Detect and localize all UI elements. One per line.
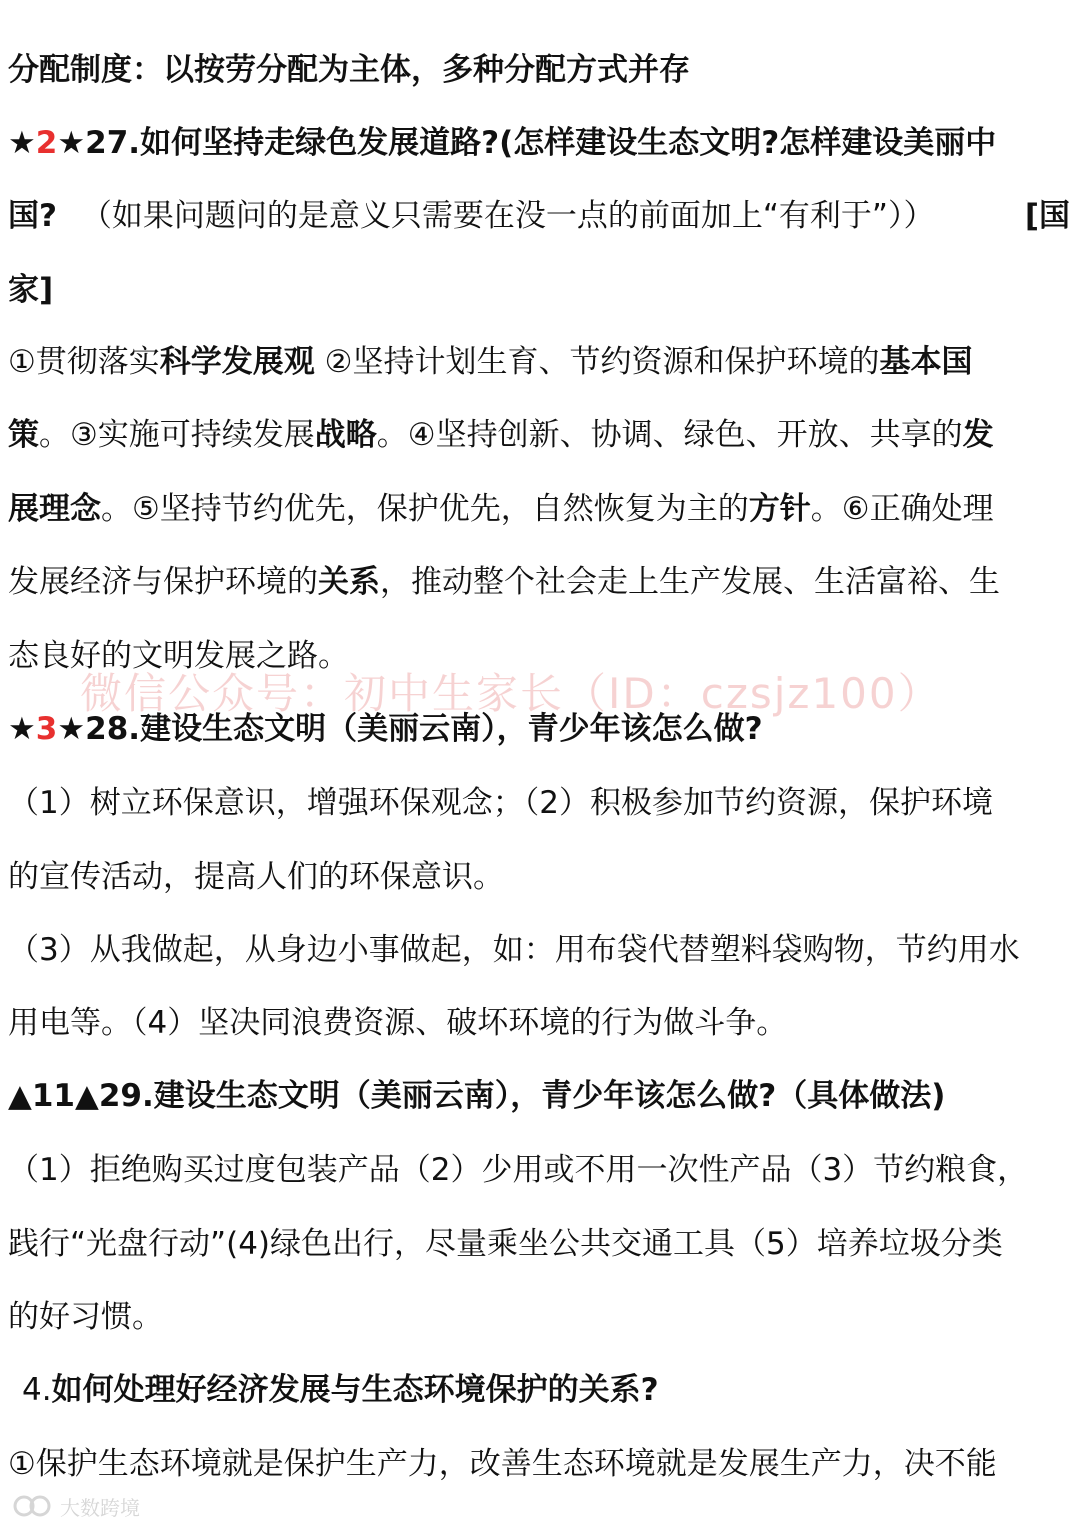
answer-27-text: 。④坚持创新、协调、绿色、开放、共享的 [376, 417, 963, 453]
brand-logo-text: 大数跨境 [60, 1495, 140, 1520]
watermark: 微信公众号：初中生家长（ID：czsjz100） [80, 669, 942, 718]
question-28-title: ★28.建设生态文明（美丽云南），青少年该怎么做? [57, 711, 763, 747]
answer-27-text: 。③实施可持续发展 [39, 417, 315, 453]
brand-logo [10, 1490, 140, 1522]
answer-27-keyword: 发 [962, 417, 994, 453]
question-4-title: 如何处理好经济发展与生态环境保护的关系? [51, 1372, 659, 1408]
answer-29-text: （1）拒绝购买过度包装产品（2）少用或不用一次性产品（3）节约粮食， [8, 1152, 1029, 1188]
distribution-system-line [8, 48, 1074, 92]
answer-27-keyword: 科学发展观 [159, 344, 315, 380]
answer-28-line-3 [8, 928, 1074, 972]
answer-29-text: 的好习惯。 [8, 1299, 163, 1335]
answer-27-text: 。⑥正确处理 [810, 491, 994, 527]
answer-27-text: ②坚持计划生育、节约资源和保护环境的 [324, 344, 880, 380]
answer-29-text: 践行“光盘行动”(4)绿色出行，尽量乘坐公共交通工具（5）培养垃圾分类 [8, 1226, 1003, 1262]
answer-27-line-2 [8, 413, 1074, 457]
answer-27-text: ①贯彻落实 [8, 344, 160, 380]
question-27-title-part1: 27.如何坚持走绿色发展道路?(怎样建设生态文明?怎样建设美丽中 [85, 125, 997, 161]
star-icon: ★ [8, 125, 36, 161]
answer-27-line-4 [8, 560, 1074, 604]
question-27-frequency: 2 [35, 125, 58, 161]
answer-27-text: 态良好的文明发展之路。 [8, 638, 349, 674]
question-4-number: 4. [22, 1372, 52, 1408]
answer-27-keyword: 基本国 [879, 344, 973, 380]
question-27-tag: [国 [1024, 198, 1070, 234]
question-27-note: （如果问题问的是意义只需要在没一点的前面加上“有利于”）） [80, 198, 935, 234]
answer-4-text: ①保护生态环境就是保护生产力，改善生态环境就是发展生产力，决不能 [8, 1446, 997, 1482]
question-28-heading [8, 707, 1074, 751]
question-27-title-part2: 国? [8, 198, 57, 234]
answer-27-text: ，推动整个社会走上生产发展、生活富裕、生 [380, 564, 1000, 600]
answer-28-text: （1）树立环保意识，增强环保观念；（2）积极参加节约资源，保护环境 [8, 785, 993, 821]
question-4-heading [22, 1368, 1074, 1412]
question-27-heading [8, 121, 1074, 165]
answer-29-line-2 [8, 1222, 1074, 1266]
question-27-tag-cont [8, 268, 1074, 312]
answer-27-keyword: 展理念 [8, 491, 101, 527]
answer-27-keyword: 方针 [748, 491, 811, 527]
question-27-heading-cont [8, 194, 1074, 238]
star-icon: ★ [8, 711, 36, 747]
distribution-system-text: 分配制度：以按劳分配为主体，多种分配方式并存 [8, 52, 690, 88]
answer-28-line-1 [8, 781, 1074, 825]
answer-28-text: 用电等。（4）坚决同浪费资源、破坏环境的行为做斗争。 [8, 1005, 788, 1041]
star-icon: ★ [57, 125, 86, 161]
question-27-tag-part2: 家] [8, 272, 54, 308]
answer-27-text: 。⑤坚持节约优先，保护优先，自然恢复为主的 [101, 491, 749, 527]
answer-28-text: （3）从我做起，从身边小事做起，如：用布袋代替塑料袋购物，节约用水 [8, 932, 1020, 968]
answer-28-line-2 [8, 855, 1074, 899]
answer-28-line-4 [8, 1001, 1074, 1045]
answer-27-line-3 [8, 487, 1074, 531]
answer-29-line-1 [8, 1148, 1074, 1192]
answer-4-line-1 [8, 1442, 1074, 1486]
answer-29-line-3 [8, 1295, 1074, 1339]
double-ring-logo-icon [10, 1494, 56, 1518]
question-29-heading [8, 1074, 1074, 1118]
answer-27-keyword: 关系 [318, 564, 380, 600]
answer-28-text: 的宣传活动，提高人们的环保意识。 [8, 859, 504, 895]
answer-27-line-1 [8, 340, 1074, 384]
answer-27-keyword: 战略 [314, 417, 377, 453]
question-29-title: ▲11▲29.建设生态文明（美丽云南），青少年该怎么做?（具体做法) [8, 1078, 946, 1114]
question-28-frequency: 3 [35, 711, 58, 747]
answer-27-text: 发展经济与保护环境的 [8, 564, 318, 600]
answer-27-keyword: 策 [8, 417, 39, 453]
